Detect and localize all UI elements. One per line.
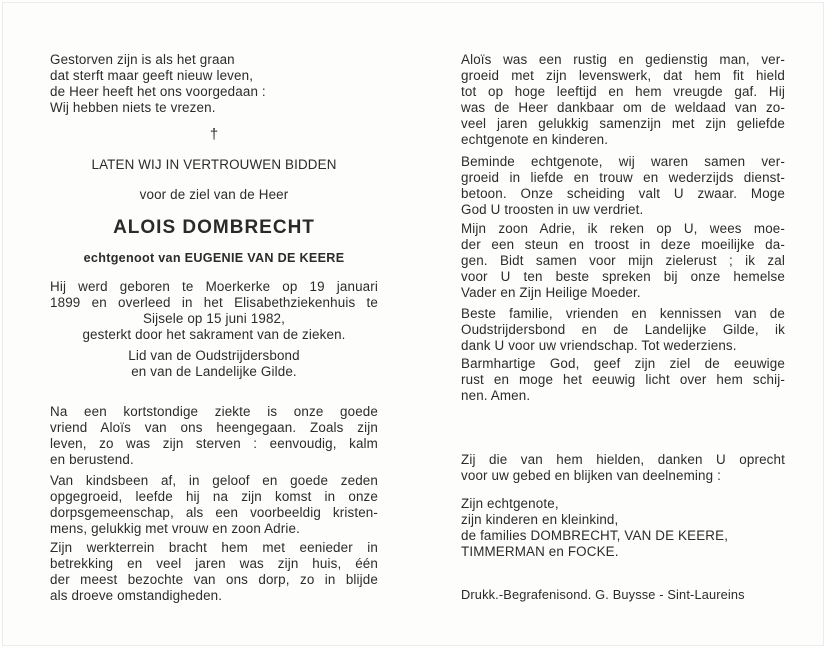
- paragraph-line: Zijn werkterrein bracht hem met eenieder in: [50, 540, 378, 555]
- paragraph-line: nen. Amen.: [461, 388, 531, 403]
- paragraph-line: leven, zo was zijn sterven : eenvoudig, kalm: [50, 436, 378, 451]
- paragraph-line: gen. Bidt samen voor mijn zielerust ; ik zal: [461, 253, 785, 268]
- paragraph-line: Van kindsbeen af, in geloof en goede zeden: [50, 473, 378, 488]
- cross-icon: †: [209, 126, 219, 143]
- paragraph-line: Barmhartige God, geef zijn ziel de eeuwige: [461, 356, 785, 371]
- paragraph-line: Aloïs was een rustig en gedienstig man, ver-: [461, 52, 785, 67]
- family-line: zijn kinderen en kleinkind,: [461, 512, 619, 527]
- paragraph-line: betoon. Onze scheiding valt U zwaar. Moge: [461, 186, 785, 201]
- membership-line: en van de Landelijke Gilde.: [131, 364, 297, 379]
- printer-credit: Drukk.-Begrafenisond. G. Buysse - Sint-Laureins: [461, 587, 745, 602]
- poem-line: Wij hebben niets te vrezen.: [50, 100, 216, 115]
- prayer-heading: LATEN WIJ IN VERTROUWEN BIDDEN: [91, 157, 337, 172]
- paragraph-line: echtgenote en kinderen.: [461, 132, 609, 147]
- birth-line: gesterkt door het sakrament van de zieken.: [82, 327, 346, 342]
- paragraph-line: Mijn zoon Adrie, ik reken op U, wees moe-: [461, 221, 785, 236]
- paragraph-line: mens, gelukkig met vrouw en zoon Adrie.: [50, 521, 300, 536]
- paragraph-line: voor U ten beste spreken bij onze hemelse: [461, 269, 785, 284]
- spouse-line: [50, 251, 378, 265]
- birth-line: Hij werd geboren te Moerkerke op 19 januari: [50, 279, 378, 294]
- paragraph-line: tot op hoge leeftijd en hem vreugde gaf. Hij: [461, 84, 785, 99]
- paragraph-line: en berustend.: [50, 452, 134, 467]
- paragraph-line: rust en moge het eeuwig licht over hem schij-: [461, 372, 785, 387]
- spouse-name: EUGENIE VAN DE KEERE: [184, 251, 345, 265]
- paragraph-line: was de Heer dankbaar om de weldaad van zo-: [461, 100, 785, 115]
- poem-line: dat sterft maar geeft nieuw leven,: [50, 68, 254, 83]
- birth-line: Sijsele op 15 juni 1982,: [142, 311, 286, 326]
- paragraph-line: veel jaren gelukkig samenzijn met zijn geliefde: [461, 116, 785, 131]
- spouse-prefix: echtgenoot van: [83, 251, 181, 265]
- paragraph-line: der meest bezochte van ons dorp, zo in blijde: [50, 572, 378, 587]
- thanks-line: voor uw gebed en blijken van deelneming :: [461, 468, 721, 483]
- paragraph-line: groeid in liefde en trouw en wederzijds dienst-: [461, 170, 785, 185]
- paragraph-line: dank U voor uw vriendschap. Tot wederziens.: [461, 338, 737, 353]
- paragraph-line: der een steun en troost in deze moeilijke da-: [461, 237, 785, 252]
- paragraph-line: betrekking en veel jaren was zijn huis, één: [50, 556, 378, 571]
- memorial-card: [2, 2, 824, 646]
- paragraph-line: als droeve omstandigheden.: [50, 588, 223, 603]
- paragraph-line: God U troosten in uw verdriet.: [461, 202, 644, 217]
- paragraph-line: Oudstrijdersbond en de Landelijke Gilde, ik: [461, 322, 785, 337]
- deceased-name: ALOIS DOMBRECHT: [113, 217, 315, 238]
- poem-line: Gestorven zijn is als het graan: [50, 52, 235, 67]
- paragraph-line: vriend Aloïs van ons heengegaan. Zoals zijn: [50, 420, 378, 435]
- paragraph-line: groeid met zijn levenswerk, dat hem fit hield: [461, 68, 785, 83]
- membership-line: Lid van de Oudstrijdersbond: [128, 348, 300, 363]
- paragraph-line: opgegroeid, leefde hij na zijn komst in onze: [50, 489, 378, 504]
- prayer-subheading: voor de ziel van de Heer: [139, 187, 289, 202]
- thanks-line: Zij die van hem hielden, danken U oprecht: [461, 452, 785, 467]
- paragraph-line: Na een kortstondige ziekte is onze goede: [50, 404, 378, 419]
- poem-line: de Heer heeft het ons voorgedaan :: [50, 84, 266, 99]
- family-line: de families DOMBRECHT, VAN DE KEERE,: [461, 528, 729, 543]
- paragraph-line: Vader en Zijn Heilige Moeder.: [461, 285, 641, 300]
- family-line: TIMMERMAN en FOCKE.: [461, 544, 619, 559]
- paragraph-line: Beste familie, vrienden en kennissen van de: [461, 306, 785, 321]
- paragraph-line: Beminde echtgenote, wij waren samen ver-: [461, 154, 785, 169]
- family-line: Zijn echtgenote,: [461, 496, 559, 511]
- birth-line: 1899 en overleed in het Elisabethziekenhuis te: [50, 295, 378, 310]
- paragraph-line: dorpsgemeenschap, als een voorbeeldig kristen-: [50, 505, 378, 520]
